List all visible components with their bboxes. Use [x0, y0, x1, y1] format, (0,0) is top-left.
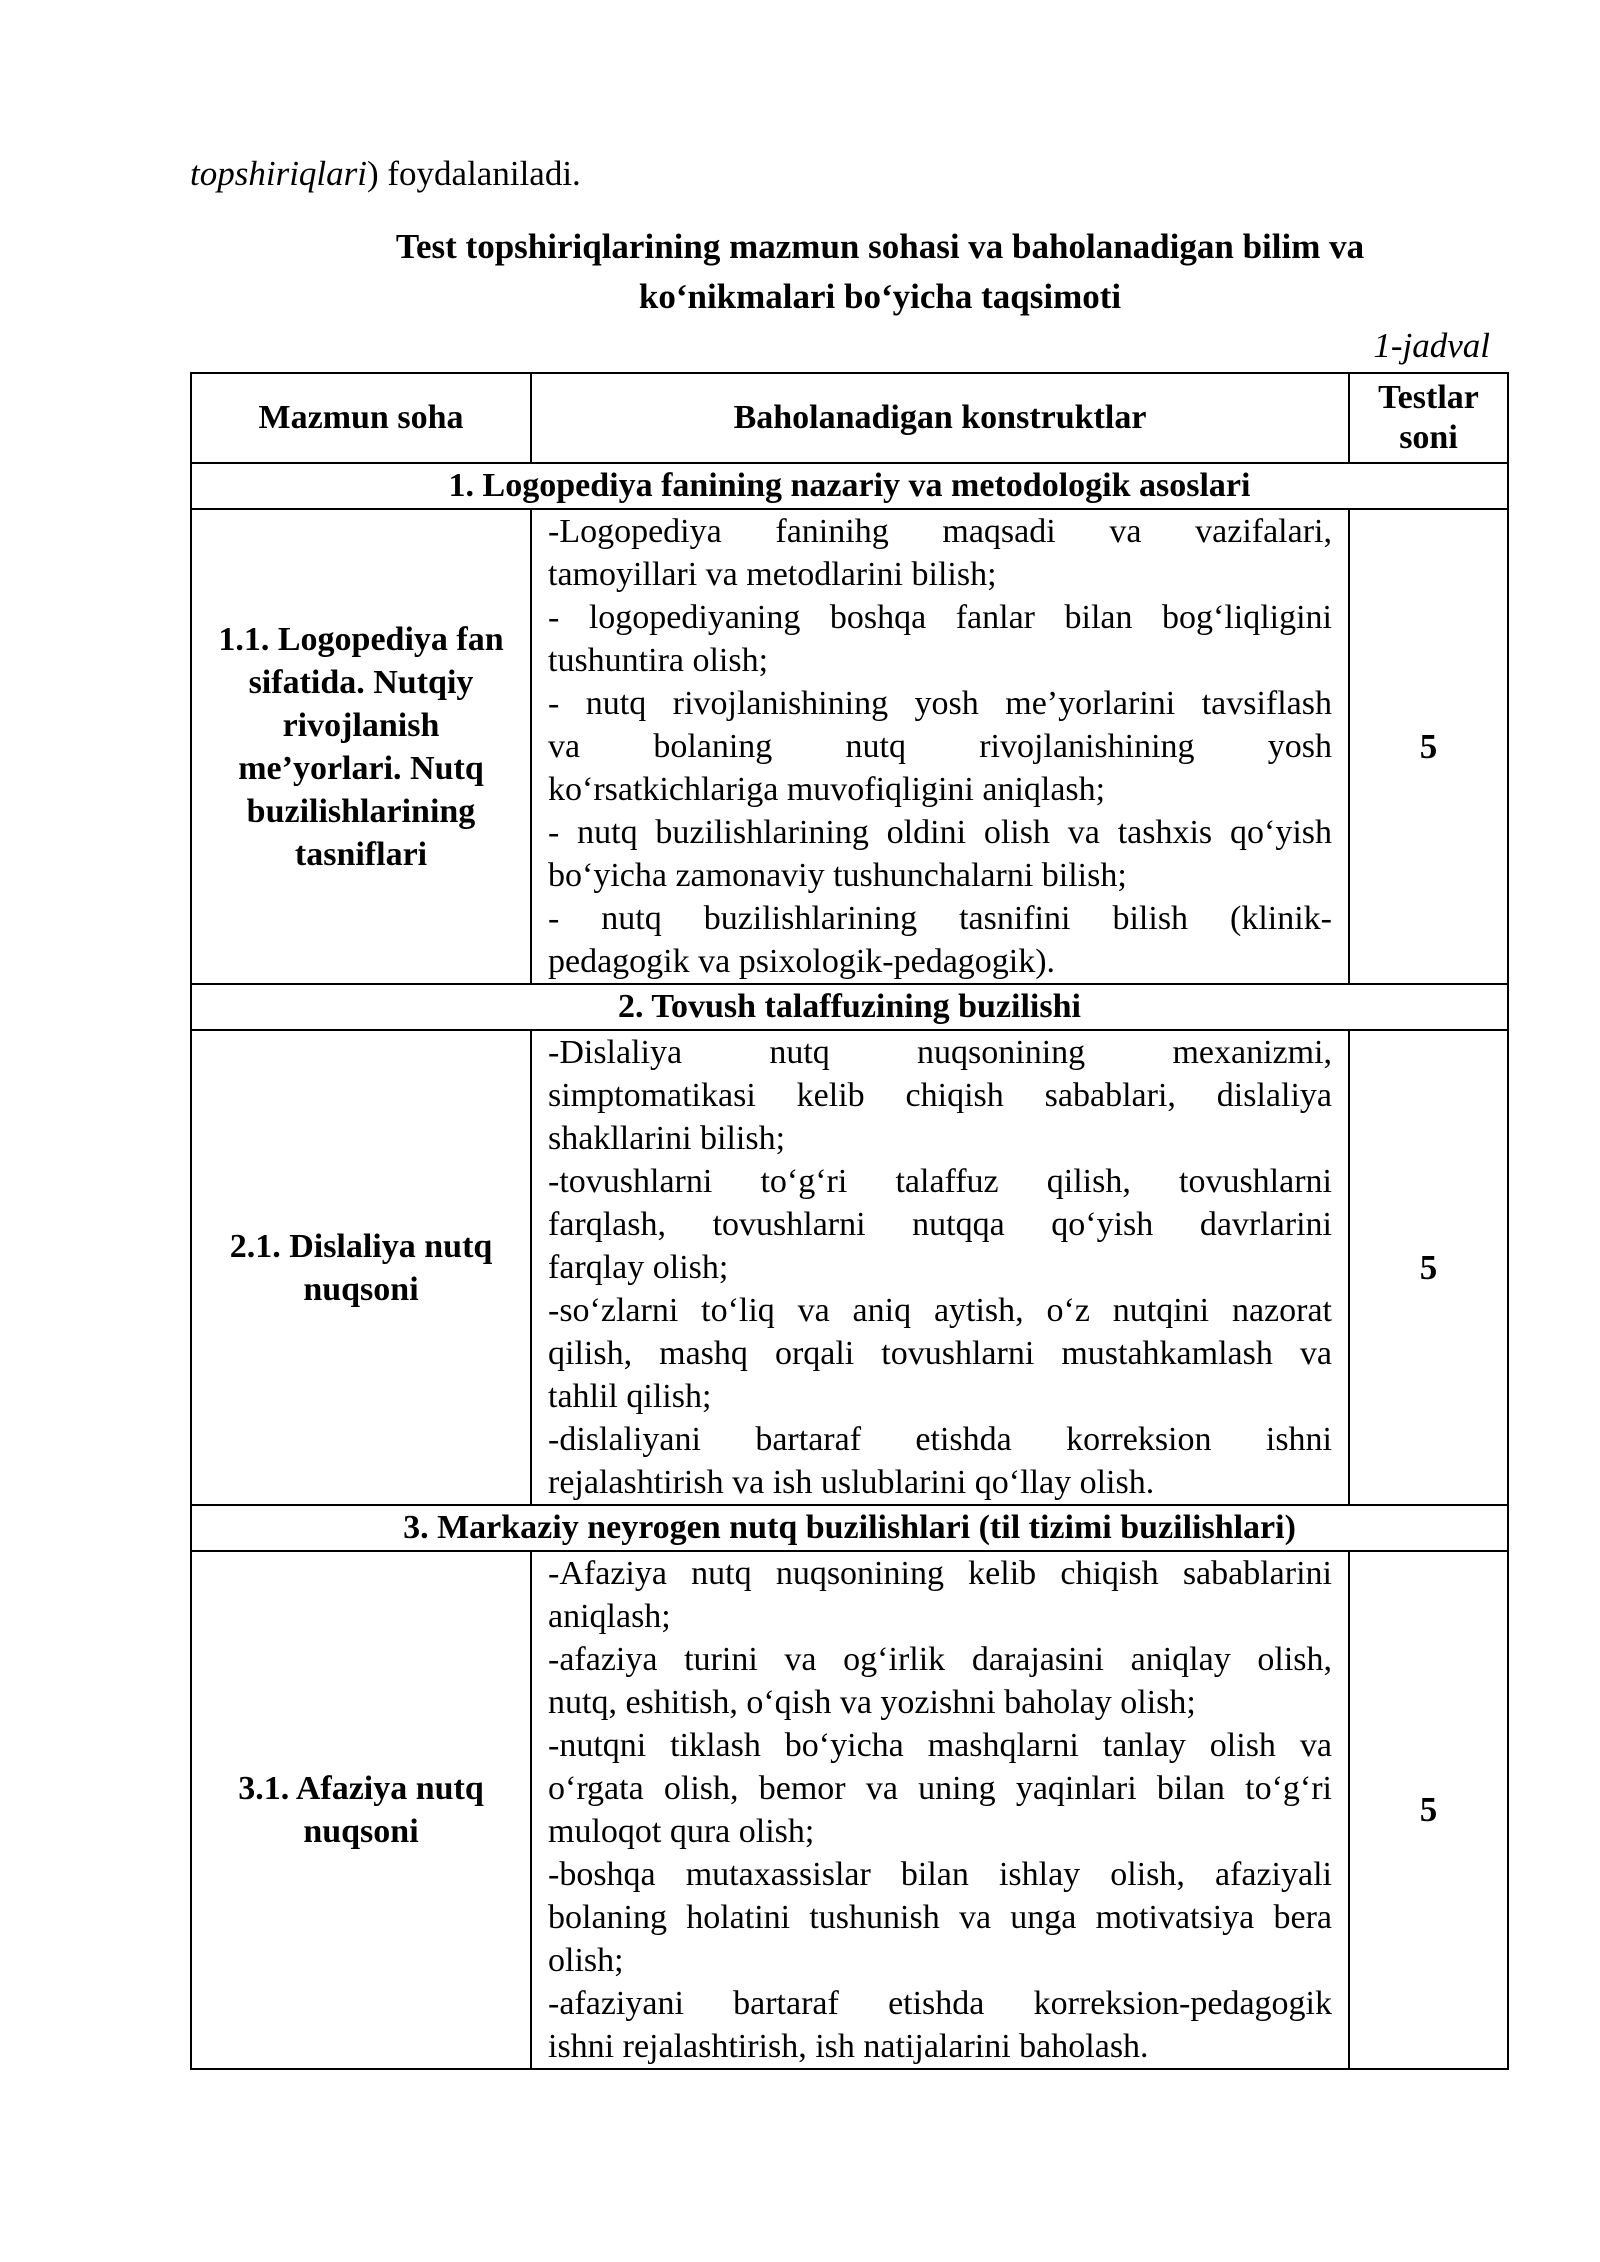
construct-line: - nutq rivojlanishining yosh me’yorlarini tavsiflash	[548, 685, 1332, 722]
table-row	[191, 509, 1508, 984]
distribution-table	[190, 372, 1509, 2070]
construct-line: -dislaliyani bartaraf etishda korreksion ishni	[548, 1421, 1332, 1458]
construct-line: -Logopediya faninihg maqsadi va vazifalari,	[548, 513, 1332, 550]
construct-line: -so‘zlarni to‘liq va aniq aytish, o‘z nutqini nazorat	[548, 1292, 1332, 1329]
construct-line: -afaziya turini va og‘irlik darajasini aniqlay olish,	[548, 1641, 1332, 1678]
construct-line: o‘rgata olish, bemor va uning yaqinlari bilan to‘g‘ri	[548, 1770, 1332, 1807]
content-area-line: buzilishlarining	[246, 792, 476, 830]
construct-line: nutq, eshitish, o‘qish va yozishni baholay olish;	[548, 1684, 1196, 1721]
section-title: 1. Logopediya fanining nazariy va metodologik asoslari	[191, 463, 1508, 509]
section-title: 2. Tovush talaffuzining buzilishi	[191, 984, 1508, 1030]
header-testlar-line-2: soni	[1399, 419, 1458, 456]
construct-line: -nutqni tiklash bo‘yicha mashqlarni tanlay olish va	[548, 1727, 1332, 1764]
construct-line: aniqlash;	[548, 1598, 671, 1635]
content-area-cell	[191, 1030, 531, 1505]
construct-line: ko‘rsatkichlariga muvofiqligini aniqlash;	[548, 771, 1106, 808]
intro-text	[190, 152, 581, 196]
content-area-line: nuqsoni	[303, 1813, 419, 1850]
header-mazmun-soha: Mazmun soha	[191, 373, 531, 463]
header-testlar-soni	[1349, 373, 1508, 463]
intro-rest: ) foydalaniladi.	[366, 154, 581, 193]
construct-line: -Dislaliya nutq nuqsonining mexanizmi,	[548, 1034, 1332, 1071]
section-title: 3. Markaziy neyrogen nutq buzilishlari (til tizimi buzilishlari)	[191, 1505, 1508, 1551]
section-title-row	[191, 1505, 1508, 1551]
constructs-cell	[531, 509, 1349, 984]
content-area-cell	[191, 1551, 531, 2069]
construct-line: -afaziyani bartaraf etishda korreksion-pedagogik	[548, 1985, 1332, 2022]
table-heading-line-2: ko‘nikmalari bo‘yicha taqsimoti	[638, 277, 1122, 316]
construct-line: simptomatikasi kelib chiqish sabablari, dislaliya	[548, 1077, 1332, 1114]
test-count-cell: 5	[1349, 509, 1508, 984]
table-body	[191, 463, 1508, 2069]
table-label: 1-jadval	[1373, 326, 1490, 365]
table-row	[191, 1030, 1508, 1505]
content-area-line: 3.1. Afaziya nutq	[238, 1770, 484, 1807]
construct-line: tahlil qilish;	[548, 1378, 712, 1415]
content-area-line: 2.1. Dislaliya nutq	[229, 1227, 493, 1265]
construct-line: rejalashtirish va ish uslublarini qo‘llay olish.	[548, 1464, 1155, 1501]
header-konstruktlar: Baholanadigan konstruktlar	[531, 373, 1349, 463]
content-area-line: nuqsoni	[303, 1270, 419, 1308]
constructs-cell	[531, 1551, 1349, 2069]
content-area-line: tasniflari	[294, 835, 428, 873]
content-area-cell	[191, 509, 531, 984]
construct-line: farqlay olish;	[548, 1249, 729, 1286]
construct-line: -boshqa mutaxassislar bilan ishlay olish, afaziyali	[548, 1856, 1332, 1893]
construct-line: qilish, mashq orqali tovushlarni mustahkamlash va	[548, 1335, 1332, 1372]
test-count-cell: 5	[1349, 1551, 1508, 2069]
content-area-line: rivojlanish	[282, 706, 440, 744]
intro-italic: topshiriqlari	[190, 154, 367, 193]
construct-line: - nutq buzilishlarining tasnifini bilish (klinik-	[548, 900, 1332, 937]
table-header-row	[191, 373, 1508, 463]
construct-line: -tovushlarni to‘g‘ri talaffuz qilish, tovushlarni	[548, 1163, 1332, 1200]
construct-line: olish;	[548, 1942, 624, 1979]
construct-line: ishni rejalashtirish, ish natijalarini baholash.	[548, 2028, 1149, 2065]
construct-line: - logopediyaning boshqa fanlar bilan bog‘liqligini	[548, 599, 1332, 636]
construct-line: -Afaziya nutq nuqsonining kelib chiqish sabablarini	[548, 1555, 1332, 1592]
construct-line: bolaning holatini tushunish va unga motivatsiya bera	[548, 1899, 1332, 1936]
construct-line: tushuntira olish;	[548, 642, 769, 679]
construct-line: pedagogik va psixologik-pedagogik).	[548, 943, 1056, 980]
construct-line: shakllarini bilish;	[548, 1120, 786, 1157]
construct-line: bo‘yicha zamonaviy tushunchalarni bilish;	[548, 857, 1127, 894]
constructs-cell	[531, 1030, 1349, 1505]
content-area-line: 1.1. Logopediya fan	[218, 620, 504, 658]
section-title-row	[191, 463, 1508, 509]
table-heading	[340, 222, 1420, 322]
content-area-line: me’yorlari. Nutq	[238, 749, 484, 787]
header-testlar-line-1: Testlar	[1378, 379, 1479, 416]
test-count-cell: 5	[1349, 1030, 1508, 1505]
construct-line: muloqot qura olish;	[548, 1813, 815, 1850]
construct-line: tamoyillari va metodlarini bilish;	[548, 556, 997, 593]
section-title-row	[191, 984, 1508, 1030]
construct-line: - nutq buzilishlarining oldini olish va tashxis qo‘yish	[548, 814, 1332, 851]
table-row	[191, 1551, 1508, 2069]
construct-line: farqlash, tovushlarni nutqqa qo‘yish davrlarini	[548, 1206, 1332, 1243]
construct-line: va bolaning nutq rivojlanishining yosh	[548, 728, 1332, 765]
content-area-line: sifatida. Nutqiy	[248, 663, 474, 701]
table-heading-line-1: Test topshiriqlarining mazmun sohasi va baholanadigan bilim va	[395, 227, 1365, 266]
